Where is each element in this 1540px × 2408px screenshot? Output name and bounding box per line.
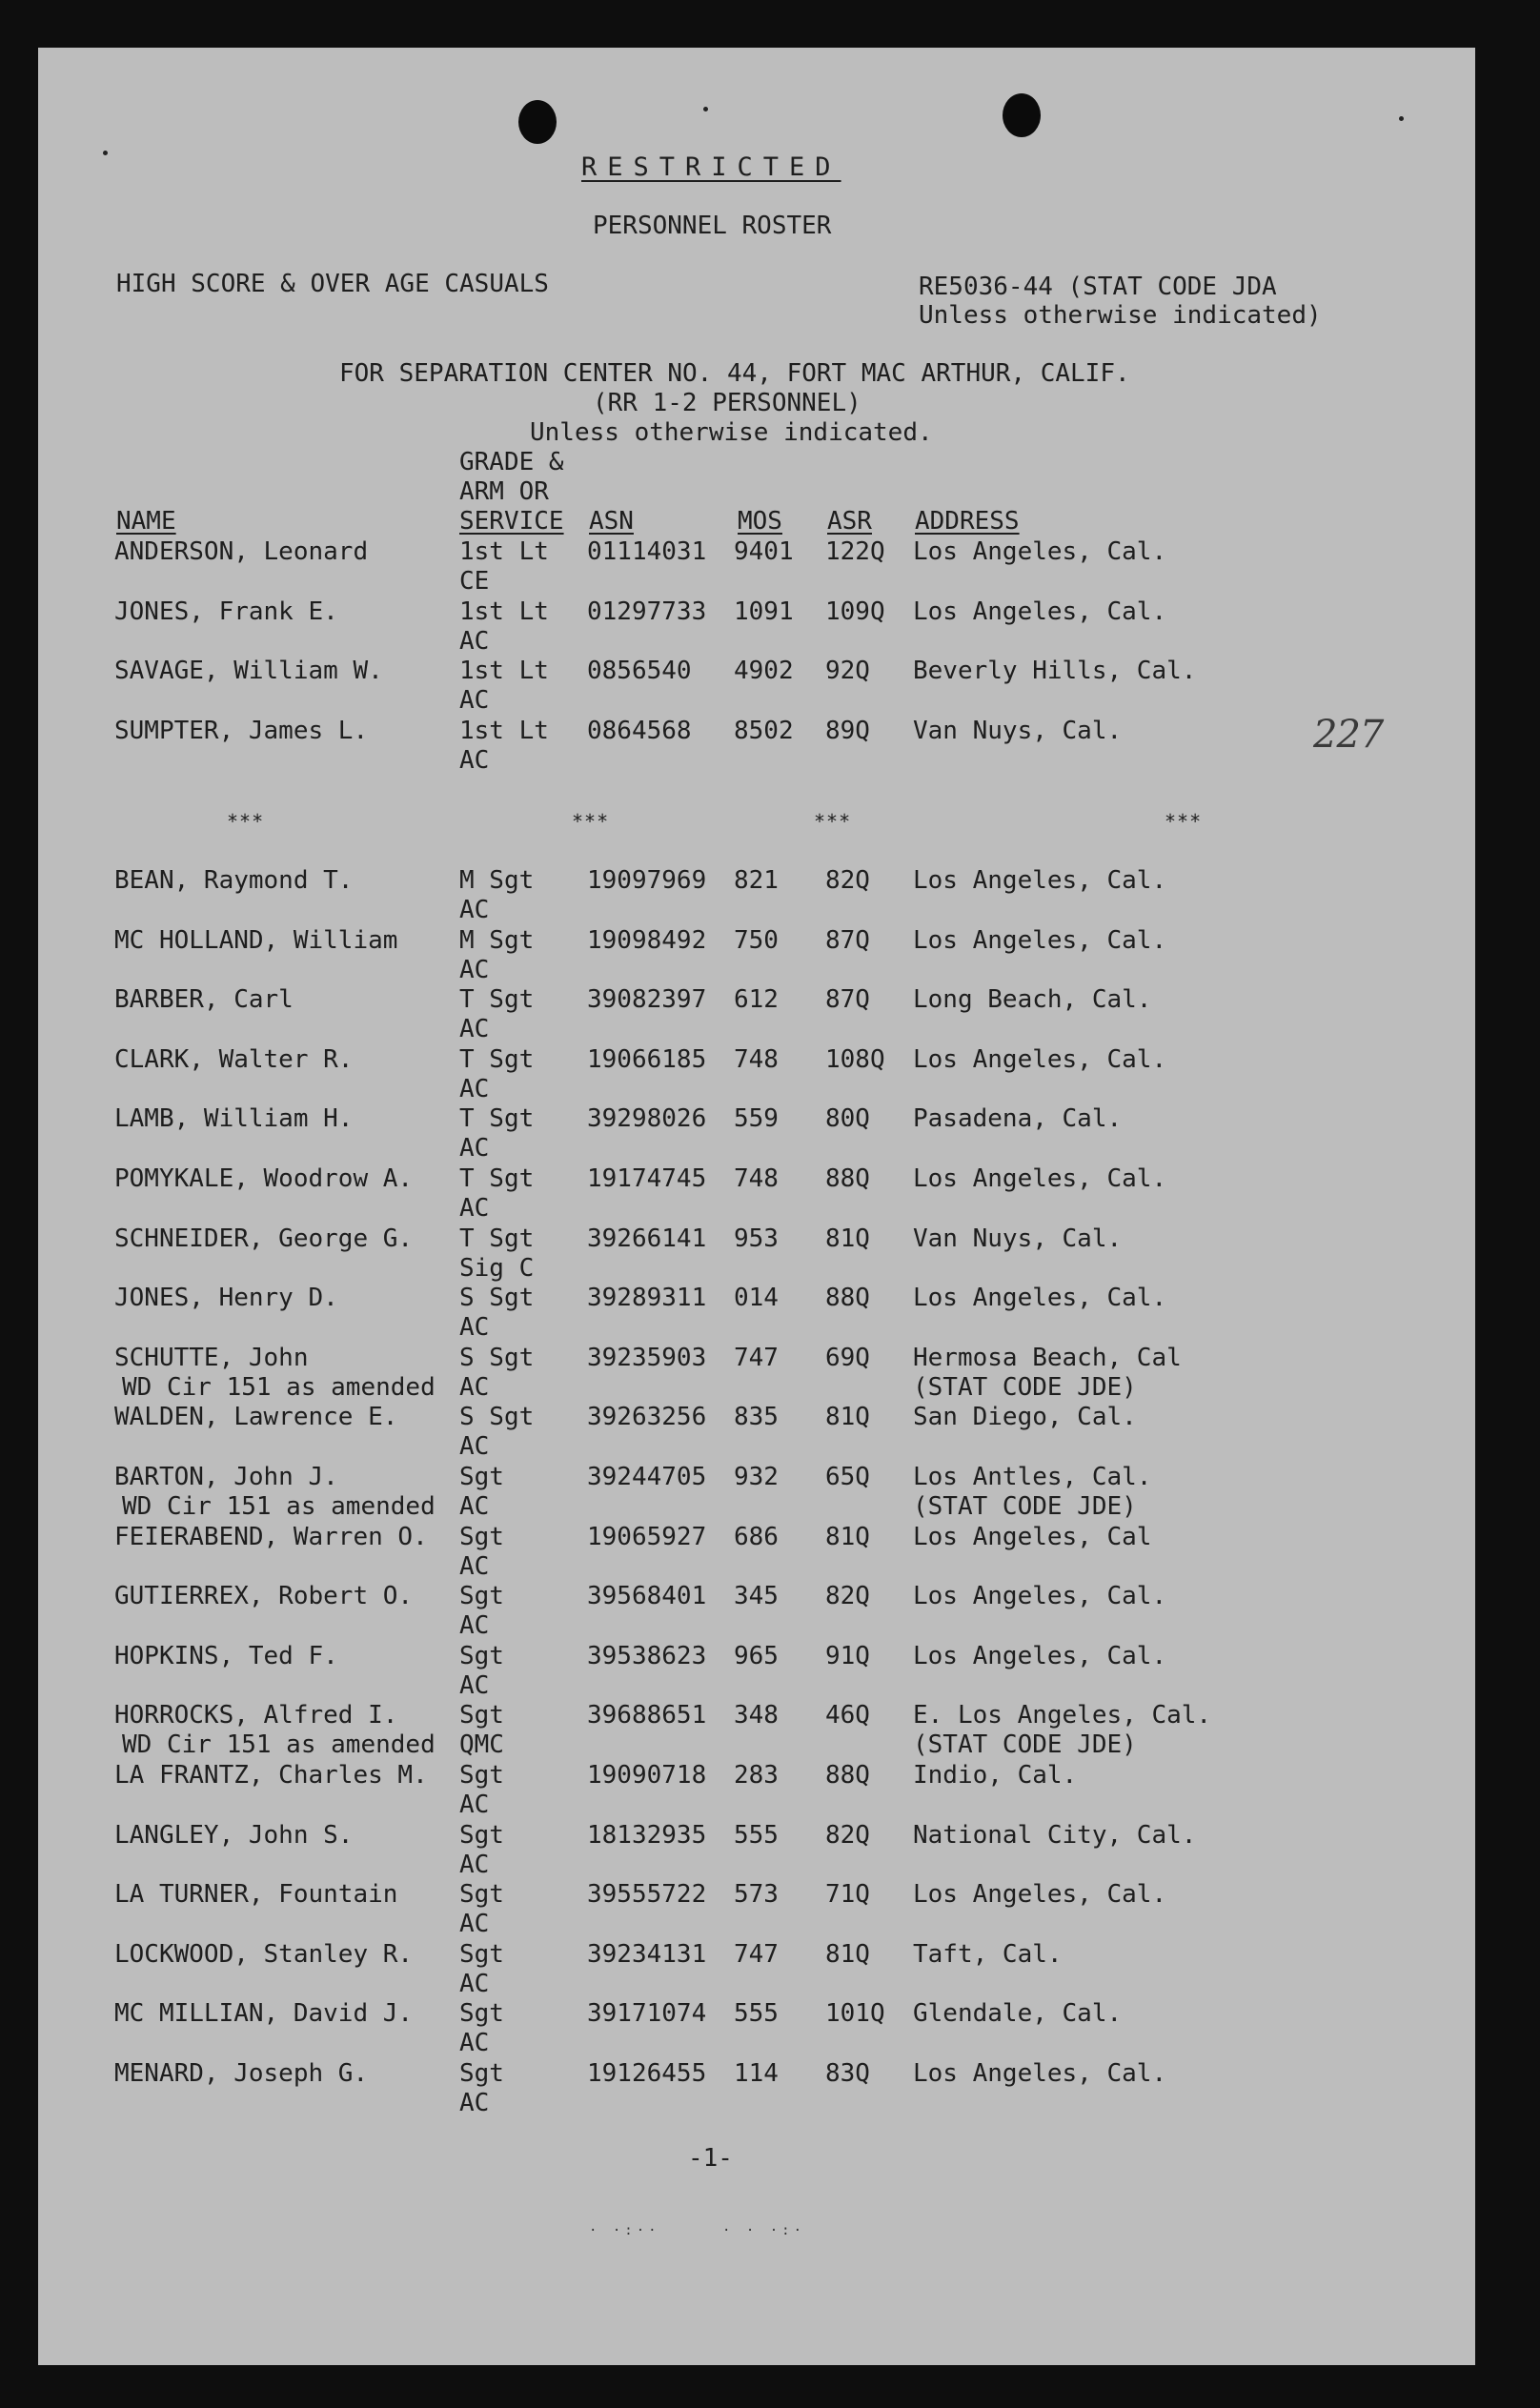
roster-row [38, 1642, 1429, 1701]
address-note: (STAT CODE JDE) [913, 1730, 1137, 1760]
grade: Sgt [459, 1939, 504, 1969]
asr: 71Q [825, 1880, 870, 1910]
mos: 9401 [734, 537, 794, 566]
mos: 748 [734, 1164, 779, 1193]
asn: 19126455 [587, 2059, 707, 2088]
grade: S Sgt [459, 1284, 535, 1313]
grade: M Sgt [459, 925, 535, 955]
asn: 01114031 [587, 537, 707, 566]
asr: 101Q [825, 1999, 885, 2029]
asn: 39263256 [587, 1403, 707, 1432]
mos: 821 [734, 866, 779, 895]
grade: Sgt [459, 1641, 504, 1670]
person-name: LA TURNER, Fountain [114, 1880, 398, 1910]
mos: 114 [734, 2059, 779, 2088]
roster-row [38, 1224, 1429, 1284]
grade: Sgt [459, 1761, 504, 1790]
center-line-2: (RR 1-2 PERSONNEL) [593, 389, 861, 417]
address: Glendale, Cal. [913, 1999, 1123, 2029]
person-name: ANDERSON, Leonard [114, 537, 369, 566]
person-name: LAMB, William H. [114, 1104, 354, 1134]
address: Los Angeles, Cal. [913, 1284, 1167, 1313]
arm-or-service: AC [459, 1372, 490, 1402]
asr: 81Q [825, 1522, 870, 1551]
address: Los Angeles, Cal. [913, 1880, 1167, 1910]
grade: Sgt [459, 1701, 504, 1730]
person-name: SCHNEIDER, George G. [114, 1224, 414, 1253]
asn: 39555722 [587, 1880, 707, 1910]
roster-row [38, 1045, 1429, 1104]
roster-row [38, 1523, 1429, 1582]
roster-row [38, 1940, 1429, 1999]
asr: 108Q [825, 1044, 885, 1074]
authority-note: WD Cir 151 as amended [122, 1492, 436, 1521]
grade: Sgt [459, 1999, 504, 2029]
address: San Diego, Cal. [913, 1403, 1137, 1432]
mos: 555 [734, 1820, 779, 1850]
address: Hermosa Beach, Cal [913, 1343, 1182, 1372]
address: Long Beach, Cal. [913, 985, 1152, 1015]
asn: 39538623 [587, 1641, 707, 1670]
arm-or-service: AC [459, 1670, 490, 1700]
mos: 965 [734, 1641, 779, 1670]
asn: 19098492 [587, 925, 707, 955]
grade: 1st Lt [459, 716, 549, 745]
grade: T Sgt [459, 1044, 535, 1074]
roster-row [38, 1284, 1429, 1343]
smudge: · · ·:· [722, 2223, 806, 2238]
mos: 747 [734, 1939, 779, 1969]
roster-row [38, 1880, 1429, 1939]
person-name: BEAN, Raymond T. [114, 866, 354, 895]
mos: 559 [734, 1104, 779, 1134]
document-page [38, 48, 1475, 2365]
address: Los Angeles, Cal. [913, 1641, 1167, 1670]
arm-or-service: AC [459, 896, 490, 924]
arm-or-service: AC [459, 626, 490, 656]
page-number: -1- [688, 2144, 733, 2173]
person-name: JONES, Henry D. [114, 1284, 338, 1313]
asr: 91Q [825, 1641, 870, 1670]
asn: 39171074 [587, 1999, 707, 2029]
mos: 953 [734, 1224, 779, 1253]
roster-row [38, 1463, 1429, 1522]
person-name: LA FRANTZ, Charles M. [114, 1761, 428, 1790]
roster-row [38, 537, 1429, 597]
speck [1399, 116, 1404, 121]
mos: 573 [734, 1880, 779, 1910]
mos: 932 [734, 1463, 779, 1491]
reference-line-1: RE5036-44 (STAT CODE JDA [919, 273, 1277, 301]
column-asn: ASN [589, 507, 634, 536]
column-name: NAME [116, 507, 176, 536]
column-grade-line-1: GRADE & [459, 448, 564, 476]
grade: 1st Lt [459, 657, 549, 685]
person-name: BARBER, Carl [114, 985, 294, 1015]
arm-or-service: AC [459, 686, 490, 715]
asn: 39266141 [587, 1224, 707, 1253]
address: Los Antles, Cal. [913, 1463, 1152, 1491]
asr: 92Q [825, 657, 870, 685]
asn: 39244705 [587, 1463, 707, 1491]
roster-row [38, 1164, 1429, 1224]
grade: S Sgt [459, 1343, 535, 1372]
column-address: ADDRESS [915, 507, 1020, 536]
arm-or-service: AC [459, 1432, 490, 1462]
smudge: · ·:·· [589, 2223, 660, 2238]
grade: T Sgt [459, 1104, 535, 1134]
mos: 612 [734, 985, 779, 1015]
asn: 19097969 [587, 866, 707, 895]
asn: 0864568 [587, 716, 692, 745]
arm-or-service: AC [459, 1969, 490, 1998]
arm-or-service: AC [459, 745, 490, 775]
asr: 87Q [825, 925, 870, 955]
handwritten-page-number: 227 [1313, 713, 1384, 757]
address: Indio, Cal. [913, 1761, 1078, 1790]
address: Los Angeles, Cal. [913, 537, 1167, 566]
roster-row [38, 713, 1429, 776]
roster-row [38, 926, 1429, 985]
person-name: MC HOLLAND, William [114, 925, 398, 955]
roster-row [38, 1999, 1429, 2058]
grade: T Sgt [459, 1164, 535, 1193]
center-line-1: FOR SEPARATION CENTER NO. 44, FORT MAC ARTHUR, CALIF. [339, 359, 1130, 388]
asn: 39289311 [587, 1284, 707, 1313]
asr: 46Q [825, 1701, 870, 1730]
asr: 122Q [825, 537, 885, 566]
restricted-heading: RESTRICTED [581, 152, 841, 182]
address: Los Angeles, Cal. [913, 866, 1167, 895]
address-note: (STAT CODE JDE) [913, 1492, 1137, 1521]
column-asr: ASR [827, 507, 872, 536]
asn: 19066185 [587, 1044, 707, 1074]
asr: 81Q [825, 1403, 870, 1432]
grade: Sgt [459, 1820, 504, 1850]
roster-row [38, 985, 1429, 1044]
mos: 283 [734, 1761, 779, 1790]
separator: *** [1165, 810, 1203, 833]
column-mos: MOS [738, 507, 782, 536]
address: National City, Cal. [913, 1820, 1197, 1850]
asn: 39082397 [587, 985, 707, 1015]
authority-note: WD Cir 151 as amended [122, 1372, 436, 1402]
person-name: HOPKINS, Ted F. [114, 1641, 338, 1670]
mos: 8502 [734, 716, 794, 745]
mos: 014 [734, 1284, 779, 1313]
person-name: SCHUTTE, John [114, 1343, 309, 1372]
mos: 348 [734, 1701, 779, 1730]
asr: 81Q [825, 1939, 870, 1969]
grade: Sgt [459, 1582, 504, 1611]
roster-row [38, 1582, 1429, 1641]
arm-or-service: AC [459, 1134, 490, 1164]
asn: 0856540 [587, 657, 692, 685]
roster-row [38, 1821, 1429, 1880]
grade: M Sgt [459, 866, 535, 895]
asn: 39234131 [587, 1939, 707, 1969]
roster-row [38, 2059, 1429, 2118]
grade: Sgt [459, 1463, 504, 1491]
arm-or-service: AC [459, 1492, 490, 1521]
person-name: MC MILLIAN, David J. [114, 1999, 414, 2029]
roster-row [38, 597, 1429, 657]
person-name: HORROCKS, Alfred I. [114, 1701, 398, 1730]
asr: 89Q [825, 716, 870, 745]
asn: 39298026 [587, 1104, 707, 1134]
separator: *** [227, 810, 265, 833]
asr: 69Q [825, 1343, 870, 1372]
person-name: GUTIERREX, Robert O. [114, 1582, 414, 1611]
asr: 82Q [825, 1582, 870, 1611]
column-grade-line-2: ARM OR [459, 477, 549, 506]
arm-or-service: AC [459, 1850, 490, 1879]
grade: T Sgt [459, 985, 535, 1015]
roster-row [38, 1403, 1429, 1462]
grade: Sgt [459, 1522, 504, 1551]
arm-or-service: AC [459, 955, 490, 984]
arm-or-service: AC [459, 1313, 490, 1343]
mos: 747 [734, 1343, 779, 1372]
asn: 19065927 [587, 1522, 707, 1551]
address: Los Angeles, Cal. [913, 597, 1167, 626]
asr: 80Q [825, 1104, 870, 1134]
asr: 65Q [825, 1463, 870, 1491]
speck [103, 151, 108, 155]
asr: 88Q [825, 1761, 870, 1790]
address: Beverly Hills, Cal. [913, 657, 1197, 685]
person-name: LOCKWOOD, Stanley R. [114, 1939, 414, 1969]
arm-or-service: AC [459, 1194, 490, 1223]
grade: 1st Lt [459, 537, 549, 566]
roster-row [38, 1344, 1429, 1403]
grade: Sgt [459, 2059, 504, 2088]
person-name: WALDEN, Lawrence E. [114, 1403, 398, 1432]
separator: *** [814, 810, 852, 833]
asn: 39568401 [587, 1582, 707, 1611]
mos: 4902 [734, 657, 794, 685]
roster-row [38, 1104, 1429, 1164]
address: Van Nuys, Cal. [913, 1224, 1123, 1253]
column-grade-line-3: SERVICE [459, 507, 564, 536]
address: Taft, Cal. [913, 1939, 1063, 1969]
person-name: FEIERABEND, Warren O. [114, 1522, 428, 1551]
mos: 555 [734, 1999, 779, 2029]
address: E. Los Angeles, Cal. [913, 1701, 1212, 1730]
asn: 19090718 [587, 1761, 707, 1790]
roster-row [38, 866, 1429, 925]
grade: S Sgt [459, 1403, 535, 1432]
arm-or-service: AC [459, 1551, 490, 1581]
arm-or-service: AC [459, 2029, 490, 2058]
punch-hole-right [1003, 93, 1041, 137]
person-name: LANGLEY, John S. [114, 1820, 354, 1850]
address: Los Angeles, Cal. [913, 1582, 1167, 1611]
arm-or-service: AC [459, 1791, 490, 1819]
asr: 88Q [825, 1164, 870, 1193]
person-name: JONES, Frank E. [114, 597, 338, 626]
address: Los Angeles, Cal. [913, 925, 1167, 955]
left-heading: HIGH SCORE & OVER AGE CASUALS [116, 270, 549, 298]
asr: 81Q [825, 1224, 870, 1253]
arm-or-service: AC [459, 2089, 490, 2117]
grade: Sgt [459, 1880, 504, 1910]
asr: 82Q [825, 866, 870, 895]
grade: 1st Lt [459, 597, 549, 626]
asr: 109Q [825, 597, 885, 626]
asr: 87Q [825, 985, 870, 1015]
separator: *** [572, 810, 610, 833]
person-name: CLARK, Walter R. [114, 1044, 354, 1074]
address: Pasadena, Cal. [913, 1104, 1123, 1134]
reference-line-2: Unless otherwise indicated) [919, 301, 1322, 330]
asr: 82Q [825, 1820, 870, 1850]
mos: 686 [734, 1522, 779, 1551]
arm-or-service: Sig C [459, 1253, 535, 1283]
address: Van Nuys, Cal. [913, 716, 1123, 745]
roster-row [38, 1761, 1429, 1820]
asn: 39688651 [587, 1701, 707, 1730]
asr: 83Q [825, 2059, 870, 2088]
person-name: BARTON, John J. [114, 1463, 338, 1491]
asn: 39235903 [587, 1343, 707, 1372]
asn: 19174745 [587, 1164, 707, 1193]
arm-or-service: AC [459, 1611, 490, 1641]
person-name: POMYKALE, Woodrow A. [114, 1164, 414, 1193]
mos: 1091 [734, 597, 794, 626]
center-line-3: Unless otherwise indicated. [530, 418, 933, 447]
mos: 750 [734, 925, 779, 955]
mos: 748 [734, 1044, 779, 1074]
asn: 18132935 [587, 1820, 707, 1850]
person-name: SAVAGE, William W. [114, 657, 383, 685]
mos: 345 [734, 1582, 779, 1611]
address-note: (STAT CODE JDE) [913, 1372, 1137, 1402]
arm-or-service: AC [459, 1910, 490, 1939]
address: Los Angeles, Cal. [913, 1164, 1167, 1193]
speck [703, 107, 708, 111]
address: Los Angeles, Cal [913, 1522, 1152, 1551]
roster-row [38, 1701, 1429, 1760]
person-name: MENARD, Joseph G. [114, 2059, 369, 2088]
mos: 835 [734, 1403, 779, 1432]
punch-hole-left [518, 100, 557, 144]
address: Los Angeles, Cal. [913, 1044, 1167, 1074]
asn: 01297733 [587, 597, 707, 626]
grade: T Sgt [459, 1224, 535, 1253]
person-name: SUMPTER, James L. [114, 716, 369, 745]
roster-row [38, 657, 1429, 716]
arm-or-service: AC [459, 1015, 490, 1044]
authority-note: WD Cir 151 as amended [122, 1730, 436, 1760]
arm-or-service: AC [459, 1074, 490, 1103]
roster-title: PERSONNEL ROSTER [593, 212, 832, 240]
address: Los Angeles, Cal. [913, 2059, 1167, 2088]
arm-or-service: QMC [459, 1730, 504, 1760]
asr: 88Q [825, 1284, 870, 1313]
arm-or-service: CE [459, 567, 490, 596]
